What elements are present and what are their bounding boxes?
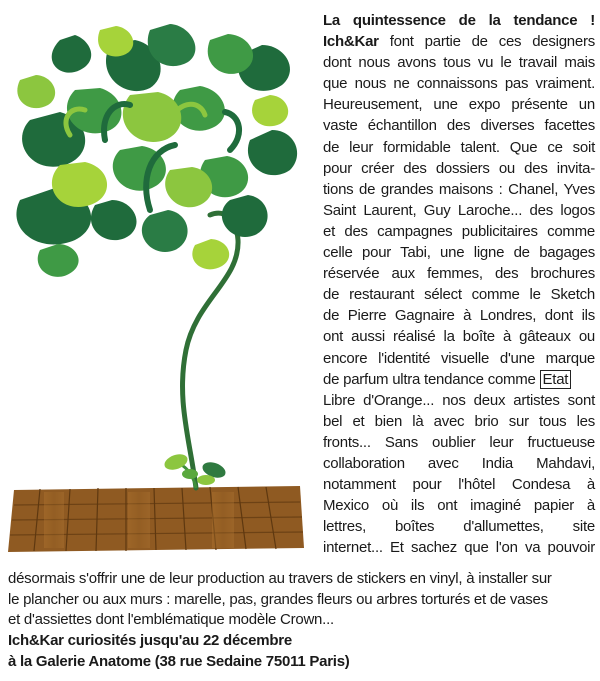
text-line: dont nous avons tous vu le travail mais	[323, 54, 595, 72]
text-line: et d'assiettes dont l'emblématique modèle Crown...	[8, 611, 334, 629]
text-line: de leur formidable talent. Que ce soit	[323, 138, 595, 156]
text-line: tions de grandes maisons : Chanel, Yves	[323, 180, 595, 198]
text-line: Mexico où ils ont imaginé papier à	[323, 497, 595, 515]
wooden-floor	[8, 486, 304, 552]
article-column: La quintessence de la tendance ! Ich&Kar font partie de ces designers dont nous avons tous vu le travail mais que nous ne connaissons pas vraiment. Heureusement, une expo présente un vaste échantillon des diverses facettes de leur formidable talent. Que ce soit pour créer des dossiers ou des invita- tions de grandes maisons : Chanel, Yves Saint Laurent, Guy Laroche... des logos et des campagnes publicitaires comme celle pour Tabi, une ligne de bagages réservée aux femmes, des brochures de restaurant sélect comme le Sketch de Pierre Gagnaire à Londres, dont ils ont aussi réalisé la boîte à gâteaux ou encore l'identité visuelle d'une marque de parfum ultra tendance comme Etat Libre d'Orange... nos deux artistes sont bel et bien là avec brio sur tous les fronts... Sans oublier leur fructueuse collaboration avec India Mahdavi, notamment pour l'hôtel Condesa à Mexico où ils ont imaginé papier à lettres, boîtes d'allumettes, site internet... Et sachez que l'on va pouvoir	[323, 10, 595, 558]
text-line: le plancher ou aux murs : marelle, pas, grandes fleurs ou arbres torturés et de vases	[8, 590, 548, 608]
flower-petals	[16, 24, 297, 277]
text-line: celle pour Tabi, une ligne de bagages	[323, 244, 595, 262]
text-line: fronts... Sans oublier leur fructueuse	[323, 433, 595, 451]
article-bottom	[8, 569, 596, 673]
brand-name: Ich&Kar	[323, 33, 379, 51]
text-line: collaboration avec India Mahdavi,	[323, 454, 595, 472]
text-line: Heureusement, une expo présente un	[323, 96, 595, 114]
text-line: Saint Laurent, Guy Laroche... des logos	[323, 201, 595, 219]
text-line: réservée aux femmes, des brochures	[323, 265, 595, 283]
exhibition-dates: Ich&Kar curiosités jusqu'au 22 décembre	[8, 632, 292, 650]
text-line: désormais s'offrir une de leur production au travers de stickers en vinyl, à installer sur	[8, 570, 552, 587]
article-title: La quintessence de la tendance !	[323, 12, 595, 29]
text-line: ont aussi réalisé la boîte à gâteaux ou	[323, 328, 595, 346]
text-line: encore l'identité visuelle d'une marque	[323, 349, 595, 367]
text-line: vaste échantillon des diverses facettes	[323, 117, 595, 135]
text-line: et des campagnes publicitaires comme	[323, 222, 595, 240]
text-line: lettres, boîtes d'allumettes, site	[323, 518, 595, 536]
text-line: de Pierre Gagnaire à Londres, dont ils	[323, 307, 595, 325]
text-line: pour créer des dossiers ou des invita-	[323, 159, 595, 177]
highlighted-word: Etat	[540, 370, 572, 389]
exhibition-address: à la Galerie Anatome (38 rue Sedaine 75011 Paris)	[8, 652, 350, 670]
text-line: notamment pour l'hôtel Condesa à	[323, 476, 595, 494]
text-line: Libre d'Orange... nos deux artistes sont	[323, 391, 595, 409]
text-line: de restaurant sélect comme le Sketch	[323, 286, 595, 304]
text-line: bel et bien là avec brio sur tous les	[323, 412, 595, 430]
text-line: internet... Et sachez que l'on va pouvoir	[323, 539, 595, 557]
flower-illustration	[0, 0, 310, 560]
text-line: que nous ne connaissons pas vraiment.	[323, 75, 595, 93]
